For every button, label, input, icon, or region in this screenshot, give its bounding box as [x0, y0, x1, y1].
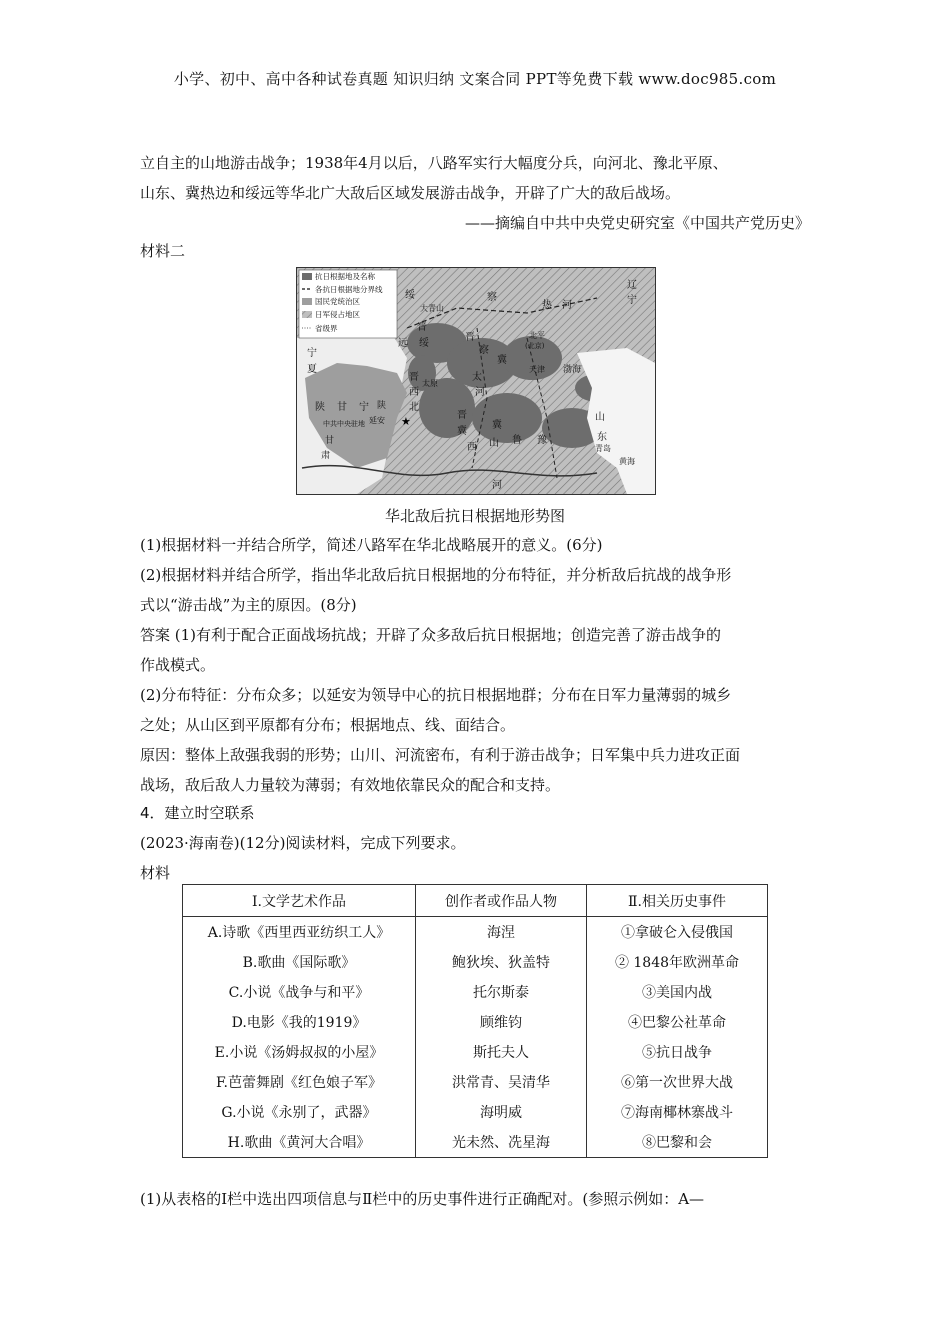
site-header: 小学、初中、高中各种试卷真题 知识归纳 文案合同 PPT等免费下载 www.doc985.com [173, 70, 777, 88]
star-icon: ★ [401, 415, 411, 428]
table-cell: 托尔斯泰 [416, 977, 587, 1007]
svg-text:陕: 陕 [315, 402, 325, 413]
table-row [183, 1007, 768, 1037]
map-caption: 华北敌后抗日根据地形势图 [384, 507, 565, 525]
table-row [183, 947, 768, 977]
table-cell: 洪常青、吴清华 [416, 1067, 587, 1097]
table-row [183, 1127, 768, 1158]
svg-text:宁: 宁 [359, 402, 369, 413]
table-row [183, 1037, 768, 1067]
table-header-row [183, 885, 768, 917]
question-2-line2: 式以“游击战”为主的原因。(8分) [140, 596, 357, 614]
legend-label-kmt: 国民党统治区 [315, 297, 360, 306]
svg-text:豫: 豫 [537, 435, 547, 446]
svg-text:延安: 延安 [369, 416, 385, 425]
svg-text:晋: 晋 [465, 332, 475, 343]
svg-text:冀: 冀 [492, 420, 502, 431]
table-cell: F.芭蕾舞剧《红色娘子军》 [183, 1067, 416, 1097]
svg-text:鲁: 鲁 [512, 435, 522, 446]
svg-text:宁: 宁 [307, 348, 317, 359]
table-header: 创作者或作品人物 [416, 885, 587, 917]
svg-text:天津: 天津 [529, 365, 545, 374]
svg-text:北: 北 [409, 402, 419, 413]
table-header: Ⅰ.文学艺术作品 [183, 885, 416, 917]
svg-text:辽: 辽 [627, 280, 637, 291]
table-cell: 光未然、冼星海 [416, 1127, 587, 1158]
svg-text:夏: 夏 [307, 364, 317, 375]
legend-swatch-kmt [302, 298, 312, 305]
table-cell: ①拿破仑入侵俄国 [587, 917, 768, 948]
table-cell: 海涅 [416, 917, 587, 948]
table-row [183, 977, 768, 1007]
section-4-title: 4．建立时空联系 [140, 804, 255, 822]
legend-label-occupied: 日军侵占地区 [315, 310, 360, 319]
answer-2-line1: (2)分布特征：分布众多；以延安为领导中心的抗日根据地群；分布在日军力量薄弱的城乡 [140, 686, 732, 704]
svg-text:晋: 晋 [457, 410, 467, 421]
table-row [183, 1067, 768, 1097]
table-cell: G.小说《永别了，武器》 [183, 1097, 416, 1127]
answer-2-line2: 之处；从山区到平原都有分布；根据地点、线、面结合。 [140, 716, 516, 734]
material1-source: ——摘编自中共中央党史研究室《中国共产党历史》 [464, 214, 810, 232]
table-cell: B.歌曲《国际歌》 [183, 947, 416, 977]
table-cell: ⑧巴黎和会 [587, 1127, 768, 1158]
svg-text:山: 山 [489, 438, 499, 449]
final-question: (1)从表格的Ⅰ栏中选出四项信息与Ⅱ栏中的历史事件进行正确配对。(参照示例如：A— [140, 1190, 705, 1208]
question-2-line1: (2)根据材料并结合所学，指出华北敌后抗日根据地的分布特征，并分析敌后抗战的战争形 [140, 566, 732, 584]
table-cell: 海明威 [416, 1097, 587, 1127]
svg-text:热: 热 [542, 300, 552, 311]
table-cell: 顾维钧 [416, 1007, 587, 1037]
table-cell: ⑦海南椰林寨战斗 [587, 1097, 768, 1127]
table-row [183, 1097, 768, 1127]
legend-label-province: 省级界 [315, 324, 338, 333]
table-cell: 鲍狄埃、狄盖特 [416, 947, 587, 977]
section-4-intro: (2023·海南卷)(12分)阅读材料，完成下列要求。 [140, 834, 466, 852]
svg-text:西: 西 [467, 442, 477, 453]
table-cell: ② 1848年欧洲革命 [587, 947, 768, 977]
table-cell: H.歌曲《黄河大合唱》 [183, 1127, 416, 1158]
svg-text:绥: 绥 [419, 338, 429, 349]
svg-text:察: 察 [479, 345, 489, 356]
table-cell: D.电影《我的1919》 [183, 1007, 416, 1037]
material1-line2: 山东、冀热边和绥远等华北广大敌后区域发展游击战争，开辟了广大的敌后战场。 [140, 184, 681, 202]
question-1: (1)根据材料一并结合所学，简述八路军在华北战略展开的意义。(6分) [140, 536, 603, 554]
north-china-map [296, 267, 656, 495]
table-cell: ⑤抗日战争 [587, 1037, 768, 1067]
table-cell: 斯托夫人 [416, 1037, 587, 1067]
legend-swatch-base [302, 273, 312, 280]
svg-text:西: 西 [409, 387, 419, 398]
svg-text:冀: 冀 [497, 355, 507, 366]
svg-text:肃: 肃 [321, 451, 331, 461]
material1-line1: 立自主的山地游击战争；1938年4月以后，八路军实行大幅度分兵，向河北、豫北平原、 [140, 154, 728, 172]
svg-text:甘: 甘 [337, 402, 347, 413]
svg-text:远: 远 [398, 338, 408, 349]
svg-text:太原: 太原 [422, 379, 438, 388]
svg-text:河: 河 [492, 480, 502, 491]
answer-1-line2: 作战模式。 [140, 656, 216, 674]
svg-text:太: 太 [472, 372, 482, 383]
answer-3-line1: 原因：整体上敌强我弱的形势；山川、河流密布，有利于游击战争；日军集中兵力进攻正面 [140, 746, 741, 764]
svg-text:宁: 宁 [627, 295, 637, 306]
svg-text:河: 河 [475, 387, 485, 398]
answer-3-line2: 战场，敌后敌人力量较为薄弱；有效地依靠民众的配合和支持。 [140, 776, 561, 794]
table-cell: A.诗歌《西里西亚纺织工人》 [183, 917, 416, 948]
svg-text:甘: 甘 [325, 436, 335, 446]
svg-text:北平: 北平 [529, 331, 545, 340]
answer-1-line1 [140, 620, 812, 650]
svg-text:渤海: 渤海 [563, 365, 582, 375]
table-cell: ⑥第一次世界大战 [587, 1067, 768, 1097]
legend-label-boundary: 各抗日根据地分界线 [315, 285, 383, 294]
svg-text:(北京): (北京) [525, 342, 545, 350]
svg-text:晋: 晋 [409, 372, 419, 383]
svg-text:山: 山 [595, 412, 605, 423]
table-cell: E.小说《汤姆叔叔的小屋》 [183, 1037, 416, 1067]
svg-text:大青山: 大青山 [420, 304, 444, 313]
svg-text:黄海: 黄海 [619, 457, 635, 466]
svg-text:东: 东 [597, 432, 607, 443]
svg-text:晋: 晋 [417, 322, 427, 333]
svg-text:陕: 陕 [377, 401, 387, 411]
table-cell: C.小说《战争与和平》 [183, 977, 416, 1007]
works-table [182, 884, 768, 1158]
table-header: Ⅱ.相关历史事件 [587, 885, 768, 917]
material2-label: 材料二 [140, 242, 186, 260]
svg-text:冀: 冀 [457, 426, 467, 437]
table-row [183, 917, 768, 948]
svg-text:察: 察 [487, 292, 497, 303]
svg-text:青岛: 青岛 [595, 444, 611, 453]
answer-label: 答案 [140, 626, 171, 644]
svg-text:绥: 绥 [405, 290, 415, 301]
svg-text:河: 河 [562, 300, 572, 311]
legend-label-base: 抗日根据地及名称 [315, 272, 375, 281]
table-cell: ③美国内战 [587, 977, 768, 1007]
answer-1-text: (1)有利于配合正面战场抗战；开辟了众多敌后抗日根据地；创造完善了游击战争的 [170, 626, 722, 644]
svg-text:中共中央驻地: 中共中央驻地 [323, 420, 365, 428]
legend-swatch-occupied [302, 311, 312, 318]
table-cell: ④巴黎公社革命 [587, 1007, 768, 1037]
section-4-material-label: 材料 [140, 864, 171, 882]
